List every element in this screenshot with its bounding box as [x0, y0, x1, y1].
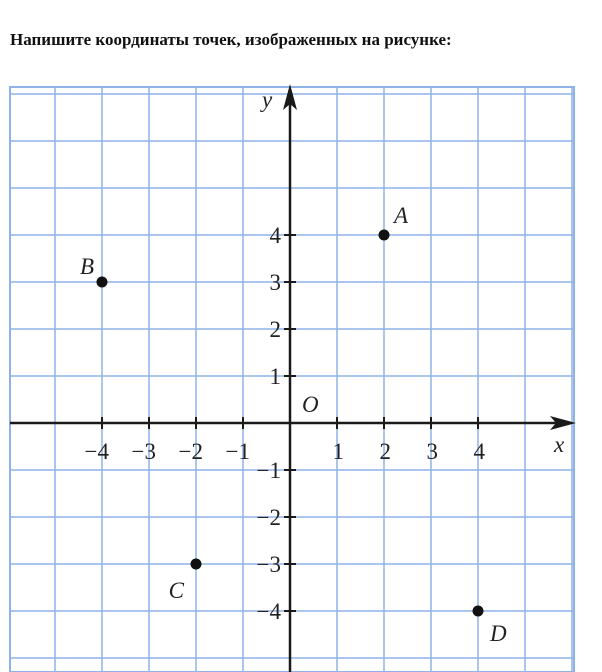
y-tick-label: −2	[256, 505, 281, 530]
point-c	[191, 559, 202, 570]
origin-label: O	[302, 392, 319, 417]
point-label-c: C	[168, 578, 184, 603]
grid-border	[10, 87, 574, 672]
y-tick-label: 1	[269, 364, 281, 389]
task-text: Напишите координаты точек, изображенных на рисунке:	[10, 30, 452, 49]
axes	[10, 84, 576, 672]
x-tick-label: 2	[379, 439, 391, 464]
x-tick-label: −4	[84, 439, 109, 464]
point-d	[473, 606, 484, 617]
x-tick-label: −2	[178, 439, 203, 464]
point-b	[97, 277, 108, 288]
y-tick-label: −4	[256, 599, 281, 624]
y-tick-label: 3	[269, 270, 281, 295]
y-tick-label: −3	[256, 552, 281, 577]
y-tick-label: 4	[269, 223, 281, 248]
grid	[10, 87, 574, 672]
x-tick-label: 4	[473, 439, 485, 464]
point-label-a: A	[394, 203, 409, 228]
x-tick-label: 1	[332, 439, 344, 464]
point-label-d: D	[490, 621, 507, 646]
x-axis-label: x	[554, 432, 565, 457]
point-a	[379, 230, 390, 241]
x-tick-label: 3	[426, 439, 438, 464]
x-tick-label: −1	[225, 439, 250, 464]
point-label-b: B	[79, 254, 94, 279]
x-tick-label: −3	[131, 439, 156, 464]
points	[80, 203, 507, 646]
y-axis-label: y	[262, 87, 273, 112]
y-tick-label: −1	[256, 458, 281, 483]
y-tick-label: 2	[269, 317, 281, 342]
